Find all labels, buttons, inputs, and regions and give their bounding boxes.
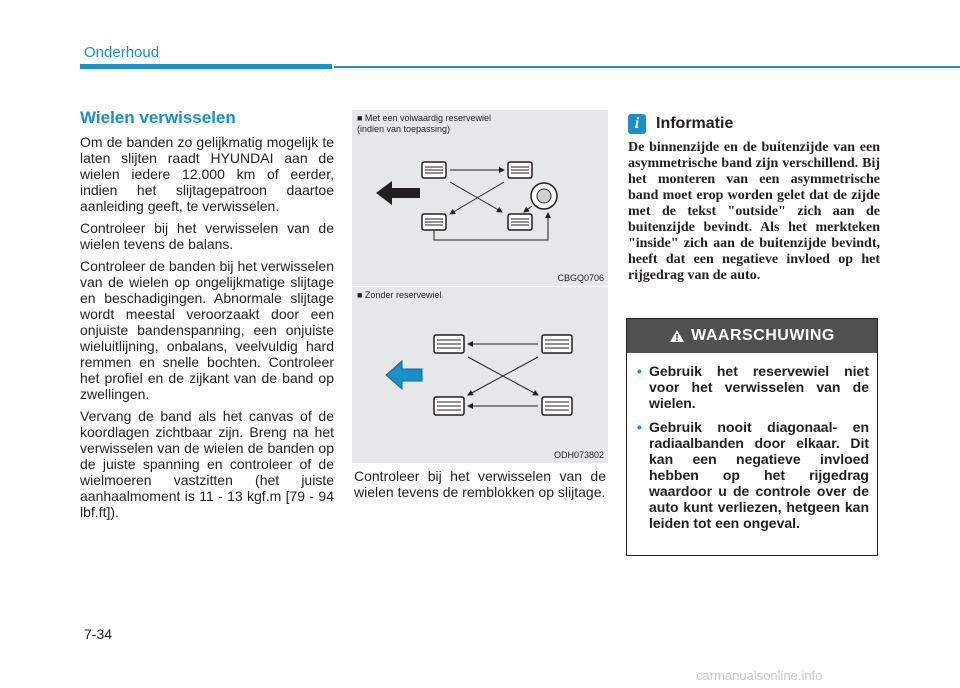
info-heading (628, 114, 733, 134)
figure-code: CBGQ0706 (557, 273, 604, 283)
section-title: Wielen verwisselen (80, 108, 236, 127)
left-column (80, 108, 334, 526)
warning-item: • Gebruik nooit diagonaal- en radiaalbanden door elkaar. Dit kan een negatieve invloed hebben op het rijgedrag waardoor u de controle over de auto kunt verliezen, hetgeen kan leiden tot een ongeval. (637, 419, 869, 531)
paragraph-4: Vervang de band als het canvas of de koordlagen zichtbaar zijn. Breng na het verwisselen van de wielen de banden op de juiste spanning en controleer of de wielmoeren vastzitten (het juiste aanhaalmoment is 11 - 13 kgf.m [79 - 94 lbf.ft]). (80, 408, 334, 520)
tire-rotation-diagram-without-spare (352, 287, 608, 463)
figure-caption: ■ Zonder reservewiel (357, 290, 442, 300)
figure-with-spare (352, 110, 608, 286)
figure-without-spare (352, 286, 608, 463)
info-title: Informatie (656, 115, 734, 132)
header-rule-thin (334, 66, 960, 68)
paragraph-3: Controleer de banden bij het verwisselen van de wielen op ongelijkmatige slijtage en beschadigingen. Abnormale slijtage wordt meestal veroorzaakt door een onjuiste bandenspanning, een onjuiste wieluitlijning, onbalans, veelvuldig hard remmen en snelle bochten. Controleer het profiel en de zijkant van de band op zwellingen. (80, 258, 334, 402)
warning-list (627, 363, 877, 531)
warning-title: WAARSCHUWING (691, 327, 835, 344)
tire-rotation-diagram-with-spare (352, 110, 608, 286)
warning-box (626, 318, 878, 556)
figure-code: ODH073802 (553, 450, 604, 460)
page-number: 7-34 (84, 626, 113, 642)
bullet: • (637, 363, 642, 379)
info-body: De binnenzijde en de buitenzijde van een asymmetrische band zijn verschillend. Bij het monteren van een asymmetrische band moet erop worden gelet dat de zijde met de tekst "outside" zich aan de buitenzijde bevindt. Als het merkteken "inside" zich aan de buitenzijde bevindt, heeft dat een negatieve invloed op het rijgedrag van de auto. (628, 140, 880, 283)
brake-pad-note: Controleer bij het verwisselen van de wielen tevens de remblokken op slijtage. (354, 468, 606, 500)
figure-caption: ■ Met een volwaardig reservewiel (indien van toepassing) (357, 113, 491, 134)
watermark: carmanualsonline.info (696, 668, 823, 683)
info-icon: i (628, 114, 646, 134)
warning-header (627, 319, 877, 353)
bullet: • (637, 419, 642, 435)
paragraph-2: Controleer bij het verwisselen van de wielen tevens de balans. (80, 220, 334, 252)
warning-triangle-icon (669, 329, 685, 343)
paragraph-1: Om de banden zo gelijkmatig mogelijk te laten slijten raadt HYUNDAI aan de wielen iedere 12.000 km of eerder, indien het slijtagepatroon daartoe aanleiding geeft, te verwisselen. (80, 134, 334, 214)
warning-item: • Gebruik het reservewiel niet voor het verwisselen van de wielen. (637, 363, 869, 411)
header-rule-thick (80, 64, 332, 69)
section-label: Onderhoud (84, 44, 160, 61)
